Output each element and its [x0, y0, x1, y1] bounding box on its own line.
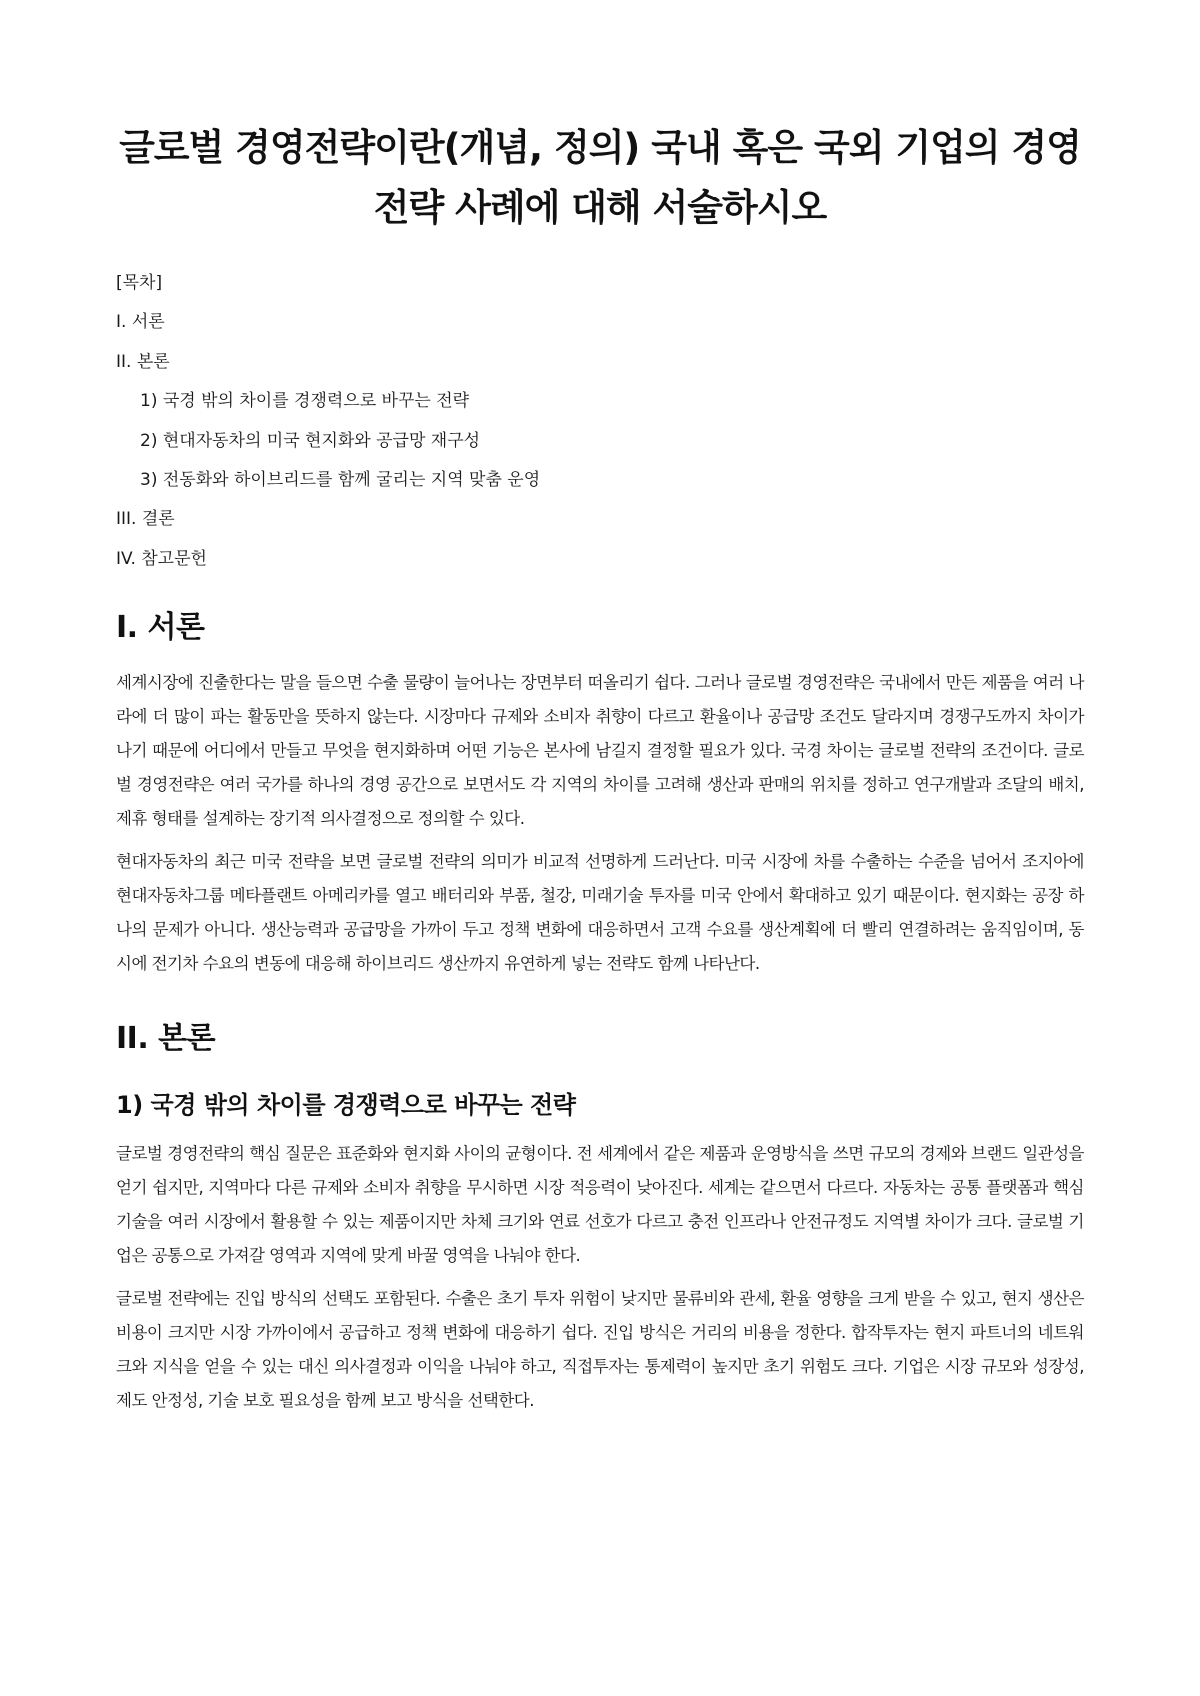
- body-heading: II. 본론: [116, 1020, 216, 1056]
- toc-item-body-2: 2) 현대자동차의 미국 현지화와 공급망 재구성: [140, 430, 481, 451]
- table-of-contents: [116, 272, 1084, 570]
- toc-item-body: II. 본론: [116, 351, 170, 372]
- body-subsection-1-paragraph-1: 글로벌 경영전략의 핵심 질문은 표준화와 현지화 사이의 균형이다. 전 세계에서 같은 제품과 운영방식을 쓰면 규모의 경제와 브랜드 일관성을 얻기 쉽지만, 지역마다 다른 규제와 소비자 취향을 무시하면 시장 적응력이 낮아진다. 세계는 같으면서 다르다. 자동차는 공통 플랫폼과 핵심기술을 여러 시장에서 활용할 수 있는 제품이지만 차체 크기와 연료 선호가 다르고 충전 인프라나 안전규정도 지역별 차이가 크다. 글로벌 기업은 공통으로 가져갈 영역과 지역에 맞게 바꿀 영역을 나눠야 한다.: [116, 1143, 1084, 1265]
- toc-item-conclusion: III. 결론: [116, 509, 175, 530]
- intro-paragraph-2: 현대자동차의 최근 미국 전략을 보면 글로벌 전략의 의미가 비교적 선명하게 드러난다. 미국 시장에 차를 수출하는 수준을 넘어서 조지아에 현대자동차그룹 메타플랜트 아메리카를 열고 배터리와 부품, 철강, 미래기술 투자를 미국 안에서 확대하고 있기 때문이다. 현지화는 공장 하나의 문제가 아니다. 생산능력과 공급망을 가까이 두고 정책 변화에 대응하면서 고객 수요를 생산계획에 더 빨리 연결하려는 움직임이며, 동시에 전기차 수요의 변동에 대응해 하이브리드 생산까지 유연하게 넣는 전략도 함께 나타난다.: [116, 851, 1084, 973]
- body-section: [116, 1019, 1084, 1418]
- toc-item-body-3: 3) 전동화와 하이브리드를 함께 굴리는 지역 맞춤 운영: [140, 469, 541, 490]
- toc-item-intro: I. 서론: [116, 312, 165, 333]
- intro-section: [116, 608, 1084, 981]
- body-subsection-1-paragraph-2: 글로벌 전략에는 진입 방식의 선택도 포함된다. 수출은 초기 투자 위험이 낮지만 물류비와 관세, 환율 영향을 크게 받을 수 있고, 현지 생산은 비용이 크지만 시장 가까이에서 공급하고 정책 변화에 대응하기 쉽다. 진입 방식은 거리의 비용을 정한다. 합작투자는 현지 파트너의 네트워크와 지식을 얻을 수 있는 대신 의사결정과 이익을 나눠야 하고, 직접투자는 통제력이 높지만 초기 위험도 크다. 기업은 시장 규모와 성장성, 제도 안정성, 기술 보호 필요성을 함께 보고 방식을 선택한다.: [116, 1288, 1084, 1410]
- toc-item-references: IV. 참고문헌: [116, 548, 207, 569]
- toc-item-body-1: 1) 국경 밖의 차이를 경쟁력으로 바꾸는 전략: [140, 391, 470, 412]
- document-title: 글로벌 경영전략이란(개념, 정의) 국내 혹은 국외 기업의 경영 전략 사례에 대해 서술하시오: [119, 126, 1081, 229]
- toc-label: [목차]: [116, 273, 163, 293]
- intro-paragraph-1: 세계시장에 진출한다는 말을 들으면 수출 물량이 늘어나는 장면부터 떠올리기 쉽다. 그러나 글로벌 경영전략은 국내에서 만든 제품을 여러 나라에 더 많이 파는 활동만을 뜻하지 않는다. 시장마다 규제와 소비자 취향이 다르고 환율이나 공급망 조건도 달라지며 경쟁구도까지 차이가 나기 때문에 어디에서 만들고 무엇을 현지화하며 어떤 기능은 본사에 남길지 결정할 필요가 있다. 국경 차이는 글로벌 전략의 조건이다. 글로벌 경영전략은 여러 국가를 하나의 경영 공간으로 보면서도 각 지역의 차이를 고려해 생산과 판매의 위치를 정하고 연구개발과 조달의 배치, 제휴 형태를 설계하는 장기적 의사결정으로 정의할 수 있다.: [116, 672, 1084, 828]
- body-subsection-1-heading: 1) 국경 밖의 차이를 경쟁력으로 바꾸는 전략: [116, 1090, 576, 1119]
- intro-heading: I. 서론: [116, 609, 205, 645]
